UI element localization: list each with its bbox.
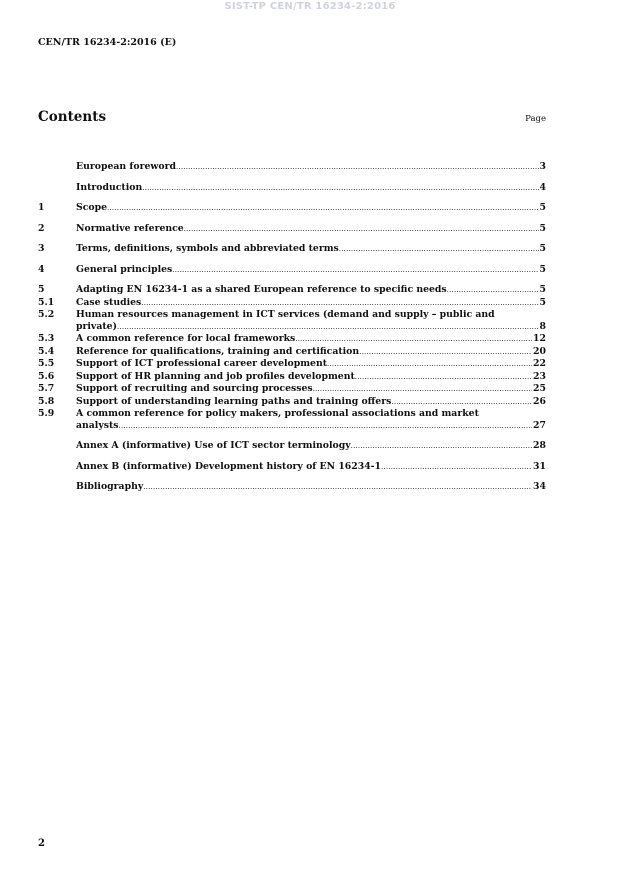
toc-entry-body: [76, 461, 546, 474]
toc-entry-number: 5.7: [38, 383, 55, 394]
toc-entry-title: A common reference for policy makers, professional associations and market: [76, 408, 479, 419]
footer-page-number: 2: [38, 838, 45, 849]
toc-entry-number: 5.9: [38, 408, 55, 419]
toc-entry-page: 5: [539, 243, 546, 254]
toc-entry-number: 5.4: [38, 345, 55, 357]
toc-entry-number: 3: [38, 243, 45, 254]
toc-leader-dots: [359, 347, 532, 359]
toc-entry-number: [38, 182, 76, 195]
toc-entry[interactable]: [38, 440, 546, 453]
toc-entry-title: Normative reference: [76, 222, 184, 234]
toc-entry-title: Support of recruiting and sourcing processes: [76, 383, 313, 394]
toc-entry-page: 5: [539, 222, 546, 234]
toc-entry-page: 4: [539, 181, 546, 193]
toc-entry[interactable]: [38, 371, 546, 384]
toc-entry-page: 31: [533, 460, 546, 472]
toc-entry[interactable]: [38, 396, 546, 409]
toc-entry-body: [76, 264, 546, 277]
toc-entry-body: [76, 371, 546, 384]
toc-leader-dots: [381, 462, 532, 474]
toc-leader-dots: [313, 384, 532, 396]
toc-entry-body: [76, 309, 546, 333]
toc-entry-title: Adapting EN 16234-1 as a shared European reference to specific needs: [76, 284, 447, 295]
toc-entry-line: [76, 440, 546, 453]
toc-entry-page: 3: [539, 161, 546, 172]
toc-entry-number: [38, 161, 76, 174]
toc-leader-dots: [176, 162, 539, 174]
document-id: CEN/TR 16234-2:2016 (E): [38, 37, 177, 48]
toc-leader-dots: [351, 441, 532, 453]
toc-entry-line: [76, 297, 546, 310]
toc-entry-title: Support of ICT professional career development: [76, 358, 328, 369]
toc-entry-body: [76, 346, 546, 359]
toc-entry-line: [76, 408, 546, 420]
toc-entry-title: private): [76, 320, 117, 332]
toc-entry-number: 5.5: [38, 358, 55, 369]
toc-entry-title: Case studies: [76, 296, 142, 308]
toc-entry-title: analysts: [76, 419, 119, 431]
toc-entry[interactable]: [38, 461, 546, 474]
toc-entry-number: 5.2: [38, 309, 55, 320]
toc-leader-dots: [327, 359, 532, 371]
toc-entry-title: Support of understanding learning paths and training offers: [76, 395, 392, 407]
toc-entry-title: Support of HR planning and job profiles development: [76, 370, 355, 382]
toc-leader-dots: [119, 421, 533, 433]
toc-entry-body: [76, 333, 546, 346]
toc-entry-body: [76, 182, 546, 195]
toc-entry-page: 5: [539, 284, 546, 295]
toc-entry-title: Bibliography: [76, 481, 144, 492]
toc-entry[interactable]: [38, 161, 546, 174]
toc-entry-line: [76, 371, 546, 384]
toc-entry-body: [76, 284, 546, 297]
toc-entry-body: [76, 243, 546, 256]
toc-leader-dots: [141, 298, 538, 310]
toc-entry[interactable]: [38, 264, 546, 277]
toc-leader-dots: [143, 482, 532, 494]
toc-entry-line: [76, 383, 546, 396]
toc-entry-title: European foreword: [76, 161, 176, 172]
toc-leader-dots: [447, 285, 539, 297]
contents-title: Contents: [38, 109, 107, 125]
toc-leader-dots: [107, 203, 539, 215]
toc-entry-number: 5.6: [38, 370, 55, 382]
toc-entry-page: 8: [539, 320, 546, 332]
toc-leader-dots: [339, 244, 539, 256]
toc-entry-title: Terms, definitions, symbols and abbreviated terms: [76, 243, 339, 254]
toc-entry-body: [76, 481, 546, 494]
page-column-label: Page: [525, 114, 546, 124]
contents-heading: [38, 109, 546, 125]
toc-entry-number: [38, 461, 76, 474]
toc-entry-number: 2: [38, 222, 45, 234]
toc-entry-line: [76, 264, 546, 277]
toc-entry[interactable]: [38, 333, 546, 346]
toc-entry[interactable]: [38, 202, 546, 215]
toc-entry-page: 28: [533, 440, 546, 451]
toc-entry-page: 5: [539, 263, 546, 275]
toc-entry-page: 12: [533, 333, 546, 344]
toc-entry-line: [76, 396, 546, 409]
toc-entry-page: 25: [533, 383, 546, 394]
toc-entry-title: Introduction: [76, 181, 143, 193]
toc-entry-number: 5.3: [38, 333, 55, 344]
toc-entry-body: [76, 202, 546, 215]
toc-entry-page: 27: [533, 419, 546, 431]
toc-entry-body: [76, 358, 546, 371]
toc-entry-page: 5: [539, 296, 546, 308]
toc-entry-line: [76, 284, 546, 297]
toc-entry[interactable]: [38, 383, 546, 396]
table-of-contents: [38, 161, 546, 494]
toc-entry-number: 5.8: [38, 395, 55, 407]
toc-leader-dots: [355, 372, 532, 384]
toc-entry-page: 34: [533, 481, 546, 492]
toc-entry-body: [76, 440, 546, 453]
toc-entry[interactable]: [38, 284, 546, 297]
toc-entry-line: [76, 161, 546, 174]
toc-leader-dots: [184, 224, 539, 236]
toc-entry[interactable]: [38, 481, 546, 494]
toc-entry[interactable]: [38, 223, 546, 236]
toc-entry[interactable]: [38, 358, 546, 371]
toc-entry[interactable]: [38, 309, 546, 333]
toc-entry-line: [76, 333, 546, 346]
toc-entry-number: [38, 481, 76, 494]
toc-entry-title: Annex A (informative) Use of ICT sector terminology: [76, 440, 351, 451]
toc-entry-line: [76, 346, 546, 359]
toc-entry[interactable]: [38, 346, 546, 359]
toc-entry-line: [76, 481, 546, 494]
toc-entry-number: 1: [38, 202, 45, 213]
toc-leader-dots: [117, 322, 539, 334]
toc-entry-line: [76, 461, 546, 474]
toc-entry-body: [76, 396, 546, 409]
toc-entry-number: 5: [38, 284, 45, 295]
toc-leader-dots: [142, 183, 538, 195]
toc-entry-number: 4: [38, 263, 45, 275]
toc-entry-line: [76, 358, 546, 371]
toc-entry-body: [76, 161, 546, 174]
toc-entry-title: Reference for qualifications, training and certification: [76, 345, 360, 357]
toc-entry-line: [76, 182, 546, 195]
toc-entry[interactable]: [38, 408, 546, 432]
toc-entry[interactable]: [38, 297, 546, 310]
toc-entry-title: General principles: [76, 263, 173, 275]
toc-entry-line: [76, 321, 546, 334]
toc-entry-line: [76, 309, 546, 321]
toc-entry-body: [76, 297, 546, 310]
toc-entry-title: Human resources management in ICT services (demand and supply – public and: [76, 309, 495, 320]
toc-entry-number: [38, 440, 76, 453]
toc-entry-page: 22: [533, 358, 546, 369]
toc-leader-dots: [391, 397, 532, 409]
toc-entry-line: [76, 202, 546, 215]
toc-leader-dots: [295, 334, 532, 346]
toc-entry-line: [76, 420, 546, 433]
toc-entry-body: [76, 408, 546, 432]
toc-entry[interactable]: [38, 243, 546, 256]
watermark: SIST-TP CEN/TR 16234-2:2016: [224, 1, 396, 12]
toc-entry-body: [76, 223, 546, 236]
toc-entry-page: 5: [539, 202, 546, 213]
toc-entry-number: 5.1: [38, 296, 55, 308]
toc-leader-dots: [172, 265, 538, 277]
toc-entry-title: Scope: [76, 202, 107, 213]
toc-entry-line: [76, 223, 546, 236]
toc-entry-title: A common reference for local frameworks: [76, 333, 296, 344]
toc-entry-title: Annex B (informative) Development history of EN 16234-1: [76, 460, 382, 472]
toc-entry[interactable]: [38, 182, 546, 195]
toc-entry-body: [76, 383, 546, 396]
toc-entry-page: 26: [533, 395, 546, 407]
toc-entry-page: 20: [533, 345, 546, 357]
toc-entry-page: 23: [533, 370, 546, 382]
toc-entry-line: [76, 243, 546, 256]
